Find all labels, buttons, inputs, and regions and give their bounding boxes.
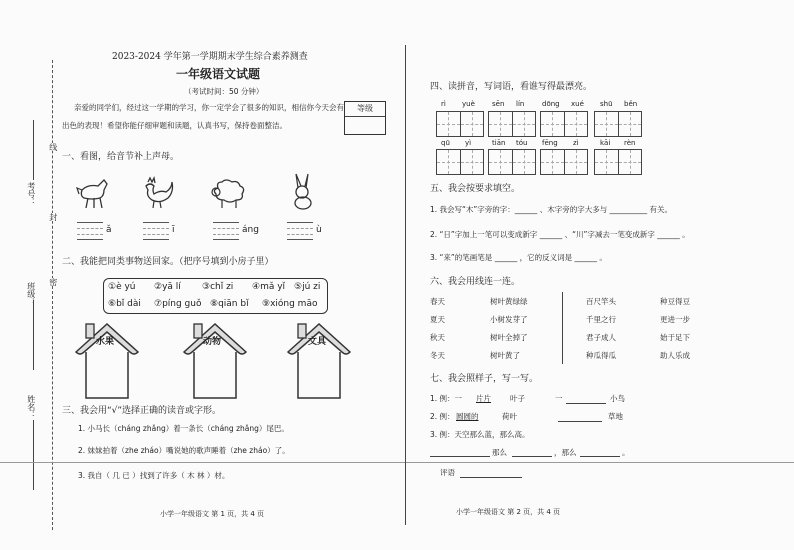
word-bank-item: ⑥bǐ dài bbox=[108, 299, 141, 309]
binding-label-xingming: 姓名： bbox=[26, 395, 36, 419]
match-col4-item[interactable]: 种豆得豆 bbox=[660, 297, 690, 306]
section3-q1[interactable]: 1. 小马长（cháng zhǎng）着一条长（cháng zhǎng）尾巴。 bbox=[78, 424, 289, 433]
rabbit-icon bbox=[288, 172, 318, 212]
horse-icon bbox=[74, 176, 114, 210]
section5-q2[interactable]: 2. “日”字加上一笔可以变成新字 ______ 、“川”字减去一笔变成新字 ______ 。 bbox=[430, 230, 690, 239]
section6-heading: 六、我会用线连一连。 bbox=[430, 277, 521, 287]
s1-answer-lines-3[interactable] bbox=[213, 222, 239, 240]
s7-q3-end: 。 bbox=[622, 448, 630, 457]
banji-blank bbox=[33, 300, 34, 370]
sheep-icon bbox=[208, 178, 248, 210]
writing-grid-4[interactable] bbox=[594, 111, 642, 137]
binding-dashed-line bbox=[52, 60, 53, 530]
match-col1-item[interactable]: 春天 bbox=[430, 297, 445, 306]
house-label-animal: 动物 bbox=[203, 337, 222, 347]
footer-right: 小学一年级语文 第 2 页，共 4 页 bbox=[456, 508, 561, 516]
intro-line-2: 出色的表现！希望你能仔细审题和读题，认真书写，保持卷面整洁。 bbox=[62, 121, 287, 130]
s1-suffix-2: ī bbox=[172, 225, 175, 235]
section3-q3[interactable]: 3. 我自（ 几 已 ）找到了许多（ 木 林 ）材。 bbox=[78, 471, 230, 480]
match-col2-item[interactable]: 树叶黄了 bbox=[490, 351, 520, 360]
page-rule bbox=[0, 462, 794, 463]
s7-q1-end: 小鸟 bbox=[610, 394, 625, 403]
s1-answer-lines-4[interactable] bbox=[287, 222, 313, 240]
exam-title-main: 一年级语文试题 bbox=[176, 67, 261, 81]
section4-heading: 四、读拼音，写词语，看谁写得最漂亮。 bbox=[430, 82, 593, 92]
s1-suffix-4: ù bbox=[316, 225, 322, 235]
match-col1-item[interactable]: 冬天 bbox=[430, 351, 445, 360]
s7-q1-dash: 一 bbox=[555, 394, 563, 403]
house-animal[interactable] bbox=[180, 318, 250, 402]
pinyin-label: rèn bbox=[624, 139, 636, 147]
word-bank-item: ③chǐ zi bbox=[202, 282, 234, 292]
s7-q3-blank-2[interactable] bbox=[512, 456, 552, 457]
s7-q2-example: 圆圆的 bbox=[456, 412, 479, 421]
exam-title-year: 2023-2024 学年第一学期期末学生综合素养测查 bbox=[112, 52, 308, 62]
section5-heading: 五、我会按要求填空。 bbox=[430, 184, 521, 194]
s7-q3-word-a: 那么 bbox=[492, 448, 507, 457]
pinyin-label: kāi bbox=[600, 139, 611, 147]
score-box bbox=[344, 101, 386, 135]
word-bank-item: ②yā lí bbox=[154, 282, 181, 292]
score-label: 等级 bbox=[357, 104, 373, 113]
match-col1-item[interactable]: 秋天 bbox=[430, 333, 445, 342]
pinyin-label: shū bbox=[600, 100, 613, 108]
s7-q1-answer-blank[interactable] bbox=[566, 403, 606, 404]
s7-q1-mid: 叶子 bbox=[510, 394, 525, 403]
pinyin-label: rì bbox=[441, 100, 446, 108]
s7-q3-blank-3[interactable] bbox=[580, 456, 620, 457]
s7-q2-prefix: 2. 例： bbox=[430, 412, 455, 421]
s7-q2-answer-blank[interactable] bbox=[558, 421, 602, 422]
house-label-stationery: 文具 bbox=[308, 337, 327, 347]
match-col2-item[interactable]: 小树发芽了 bbox=[490, 315, 528, 324]
match-col2-item[interactable]: 树叶黄绿绿 bbox=[490, 297, 528, 306]
word-bank-item: ⑤jú zi bbox=[294, 282, 321, 292]
exam-time: （考试时间：50 分钟） bbox=[184, 87, 264, 96]
kaohao-blank bbox=[33, 120, 34, 180]
writing-grid-6[interactable] bbox=[488, 149, 536, 175]
section5-q1[interactable]: 1. 我会写“木”字旁的字：______ 、木字旁的字大多与 __________ 有关。 bbox=[430, 205, 672, 214]
house-label-fruit: 水果 bbox=[96, 337, 115, 347]
s7-q3-word-b: ，那么 bbox=[554, 448, 577, 457]
writing-grid-3[interactable] bbox=[540, 111, 588, 137]
pinyin-label: yì bbox=[465, 139, 472, 147]
writing-grid-7[interactable] bbox=[540, 149, 588, 175]
s1-suffix-1: ǎ bbox=[106, 225, 112, 235]
word-bank-item: ⑨xióng māo bbox=[262, 299, 318, 309]
binding-mark-feng: 封 bbox=[48, 213, 58, 221]
binding-label-kaohao: 考号： bbox=[26, 182, 36, 206]
pinyin-label: tóu bbox=[516, 139, 528, 147]
match-col4-item[interactable]: 更进一步 bbox=[660, 315, 690, 324]
match-col3-item[interactable]: 千里之行 bbox=[586, 315, 616, 324]
s1-answer-lines-1[interactable] bbox=[77, 222, 103, 240]
footer-left: 小学一年级语文 第 1 页，共 4 页 bbox=[160, 510, 265, 518]
s7-q3-blank-1[interactable] bbox=[430, 456, 490, 457]
match-col1-item[interactable]: 夏天 bbox=[430, 315, 445, 324]
comment-blank[interactable] bbox=[460, 477, 522, 478]
s7-q2-end: 草地 bbox=[608, 412, 623, 421]
s7-q2-mid: 荷叶 bbox=[502, 412, 517, 421]
pinyin-label: lín bbox=[516, 100, 525, 108]
pinyin-label: dōng bbox=[542, 100, 560, 108]
match-col4-item[interactable]: 助人乐成 bbox=[660, 351, 690, 360]
binding-mark-xian: 线 bbox=[48, 143, 58, 151]
pinyin-label: fēng bbox=[542, 139, 558, 147]
pinyin-label: yuè bbox=[462, 100, 475, 108]
pinyin-label: běn bbox=[624, 100, 638, 108]
match-divider bbox=[562, 292, 563, 364]
section3-heading: 三、我会用“√”选择正确的读音或字形。 bbox=[62, 406, 222, 416]
section5-q3[interactable]: 3. “来”的笔画笔是 ______ ，它的反义词是 ______ 。 bbox=[430, 253, 607, 262]
pinyin-label: qū bbox=[441, 139, 450, 147]
match-col4-item[interactable]: 始于足下 bbox=[660, 333, 690, 342]
writing-grid-5[interactable] bbox=[436, 149, 484, 175]
word-bank-item: ①è yú bbox=[108, 282, 136, 292]
rooster-icon bbox=[138, 176, 176, 210]
house-stationery[interactable] bbox=[284, 318, 354, 402]
intro-line-1: 亲爱的同学们，经过这一学期的学习，你一定学会了很多的知识，相信你今天会有 bbox=[74, 103, 344, 112]
s7-q1-example: 片片 bbox=[476, 394, 491, 403]
binding-label-banji: 班级： bbox=[26, 282, 36, 306]
writing-grid-8[interactable] bbox=[594, 149, 642, 175]
s1-suffix-3: áng bbox=[242, 225, 259, 235]
match-col3-item[interactable]: 百尺竿头 bbox=[586, 297, 616, 306]
s7-q3-example: 3. 例：天空那么蓝，那么高。 bbox=[430, 430, 530, 439]
house-fruit[interactable] bbox=[72, 318, 142, 402]
s7-q1-prefix: 1. 例：一 bbox=[430, 394, 463, 403]
page-divider bbox=[405, 45, 406, 525]
s1-answer-lines-2[interactable] bbox=[143, 222, 169, 240]
pinyin-label: xué bbox=[571, 100, 584, 108]
binding-mark-mi: 密 bbox=[48, 278, 58, 286]
match-col3-item[interactable]: 君子成人 bbox=[586, 333, 616, 342]
word-bank-item: ④mǎ yǐ bbox=[252, 282, 286, 292]
match-col3-item[interactable]: 种瓜得瓜 bbox=[586, 351, 616, 360]
writing-grid-2[interactable] bbox=[488, 111, 536, 137]
writing-grid-1[interactable] bbox=[436, 111, 484, 137]
word-bank-item: ⑧qiān bǐ bbox=[210, 299, 249, 309]
section7-heading: 七、我会照样子，写一写。 bbox=[430, 374, 539, 384]
comment-label: 评语 bbox=[440, 468, 455, 477]
match-col2-item[interactable]: 树叶全掉了 bbox=[490, 333, 528, 342]
section3-q2[interactable]: 2. 妹妹拍着（zhe zháo）嘴说她的歌声睡着（zhe zháo）了。 bbox=[78, 446, 290, 455]
word-bank-item: ⑦píng guǒ bbox=[154, 299, 202, 309]
section1-heading: 一、看图，给音节补上声母。 bbox=[62, 152, 180, 162]
pinyin-label: sēn bbox=[492, 100, 505, 108]
section2-heading: 二、我能把同类事物送回家。（把序号填到小房子里） bbox=[62, 257, 274, 267]
pinyin-label: tiān bbox=[492, 139, 506, 147]
pinyin-label: zì bbox=[573, 139, 579, 147]
xingming-blank bbox=[33, 420, 34, 490]
